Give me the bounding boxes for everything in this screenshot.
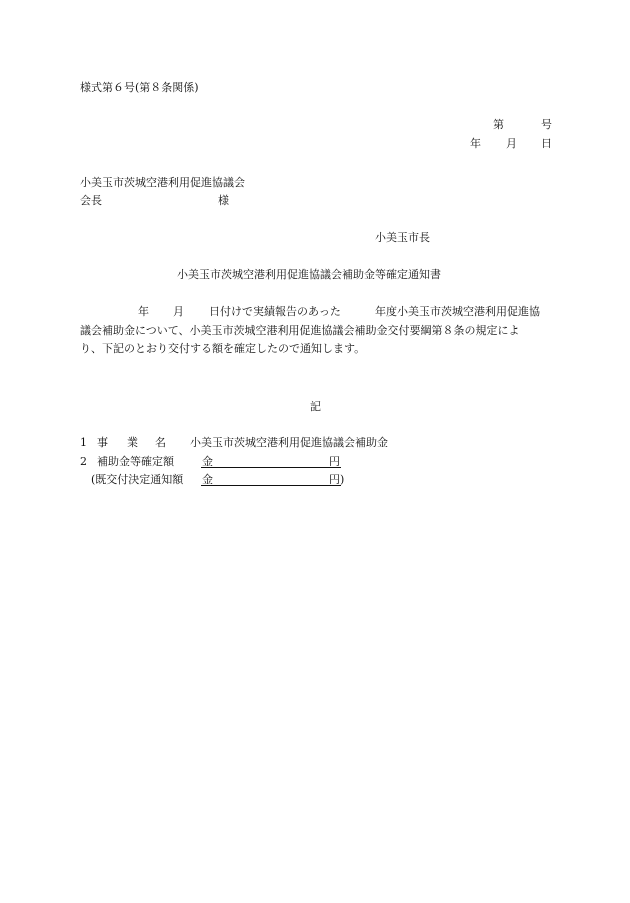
item1-number: 1 [80, 436, 87, 449]
item2-yen: 円 [329, 455, 340, 468]
item1-label-3: 名 [155, 436, 166, 449]
body-text-1: 日付けで実績報告のあった [209, 305, 341, 318]
date-month: 月 [506, 137, 517, 150]
recipient-org: 小美玉市茨城空港利用促進協議会 [80, 176, 245, 189]
recipient-honorific: 様 [218, 194, 229, 207]
ki-heading: 記 [310, 400, 321, 413]
item1-label-2: 業 [127, 436, 138, 449]
item2-underline [201, 467, 341, 468]
item3-yen: 円) [329, 473, 345, 486]
body-text-2: 年度小美玉市茨城空港利用促進協 [375, 305, 540, 318]
item3-underline [201, 485, 341, 486]
document-title: 小美玉市茨城空港利用促進協議会補助金等確定通知書 [177, 268, 441, 281]
doc-number-dai: 第 [493, 118, 504, 131]
doc-number-go: 号 [541, 118, 552, 131]
item1-value: 小美玉市茨城空港利用促進協議会補助金 [190, 436, 388, 449]
date-year: 年 [470, 137, 481, 150]
sender: 小美玉市長 [375, 231, 430, 244]
body-line-2: 議会補助金について、小美玉市茨城空港利用促進協議会補助金交付要綱第８条の規定によ [80, 324, 520, 337]
form-number: 様式第６号(第８条関係) [80, 81, 199, 94]
body-line-3: り、下記のとおり交付する額を確定したので通知します。 [80, 342, 366, 355]
date-day: 日 [541, 137, 552, 150]
item1-label-1: 事 [97, 436, 108, 449]
recipient-title: 会長 [80, 194, 102, 207]
body-month: 月 [173, 305, 184, 318]
item3-kin: 金 [202, 473, 213, 486]
item2-kin: 金 [202, 455, 213, 468]
item3-label: (既交付決定通知額 [91, 473, 184, 486]
item2-label: 補助金等確定額 [97, 455, 174, 468]
body-year: 年 [138, 305, 149, 318]
item2-number: 2 [80, 455, 87, 468]
